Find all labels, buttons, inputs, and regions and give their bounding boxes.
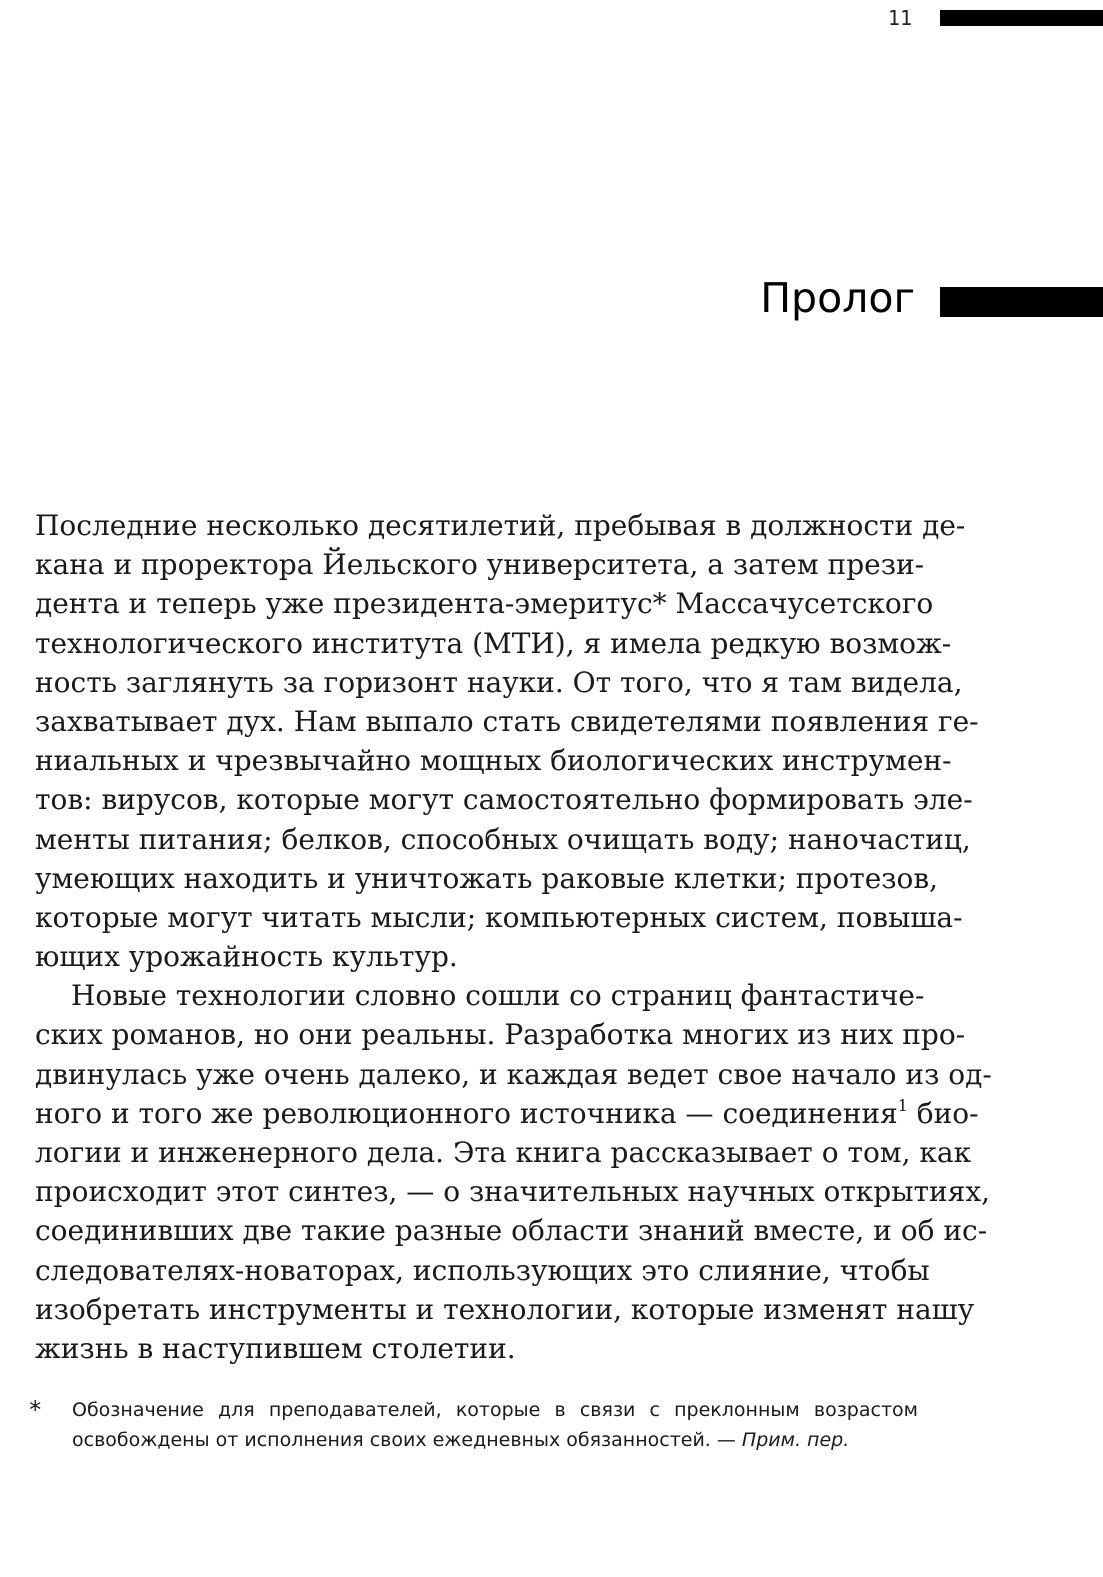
text-line: захватывает дух. Нам выпало стать свидетелями появления ге- — [35, 704, 979, 738]
body-text — [35, 506, 992, 1368]
chapter-title: Пролог — [760, 274, 915, 322]
text-line: двинулась уже очень далеко, и каждая ведет свое начало из од- — [35, 1057, 992, 1091]
paragraph-1 — [35, 506, 979, 976]
text-fragment: био- — [907, 1096, 979, 1130]
text-line: технологического института (МТИ), я имела редкую возмож- — [35, 626, 952, 660]
footnote-text — [72, 1395, 918, 1455]
text-line: умеющих находить и уничтожать раковые клетки; протезов, — [35, 861, 939, 895]
text-line: логии и инженерного дела. Эта книга рассказывает о том, как — [35, 1136, 972, 1169]
header-decorative-bar — [940, 10, 1103, 26]
text-line: Последние несколько десятилетий, пребывая в должности де- — [35, 509, 966, 542]
text-line: ниальных и чрезвычайно мощных биологических инструмен- — [35, 744, 952, 778]
footnote — [28, 1395, 918, 1455]
text-line: жизнь в наступившем столетии. — [35, 1331, 516, 1365]
page-number: 11 — [887, 6, 912, 30]
text-line: изобретать инструменты и технологии, которые изменят нашу — [35, 1292, 975, 1326]
text-line: тов: вирусов, которые могут самостоятельно формировать эле- — [35, 783, 973, 817]
footnote-translator-note: Прим. пер. — [741, 1429, 850, 1451]
text-line: которые могут читать мысли; компьютерных систем, повыша- — [35, 900, 963, 934]
text-line: ских романов, но они реальны. Разработка многих из них про- — [35, 1018, 966, 1052]
text-line-with-footnote-ref — [35, 1094, 979, 1133]
footnote-line: Обозначение для преподавателей, которые в связи с преклонным возрастом — [72, 1399, 918, 1421]
footnote-line — [72, 1425, 918, 1455]
text-line: дента и теперь уже президента-эмеритус* Массачусетского — [35, 587, 934, 621]
text-line: Новые технологии словно сошли со страниц фантастиче- — [71, 979, 925, 1013]
text-line: следователях-новаторах, использующих это слияние, чтобы — [35, 1253, 930, 1287]
text-fragment: ного и того же революционного источника — соединения — [35, 1096, 898, 1130]
chapter-title-bar — [940, 287, 1103, 317]
paragraph-2 — [35, 976, 992, 1368]
text-line: соединивших две такие разные области знаний вместе, и об ис- — [35, 1214, 988, 1248]
text-line: ность заглянуть за горизонт науки. От того, что я там видела, — [35, 665, 963, 699]
text-line: менты питания; белков, способных очищать воду; наночастиц, — [35, 822, 971, 856]
footnote-fragment: освобождены от исполнения своих ежедневных обязанностей. — — [72, 1429, 742, 1451]
footnote-marker: * — [28, 1396, 43, 1424]
text-line: кана и проректора Йельского университета, а затем прези- — [35, 548, 925, 582]
footnote-reference: 1 — [897, 1095, 908, 1115]
text-line: происходит этот синтез, — о значительных научных открытиях, — [35, 1175, 991, 1209]
text-line: ющих урожайность культур. — [35, 940, 458, 974]
